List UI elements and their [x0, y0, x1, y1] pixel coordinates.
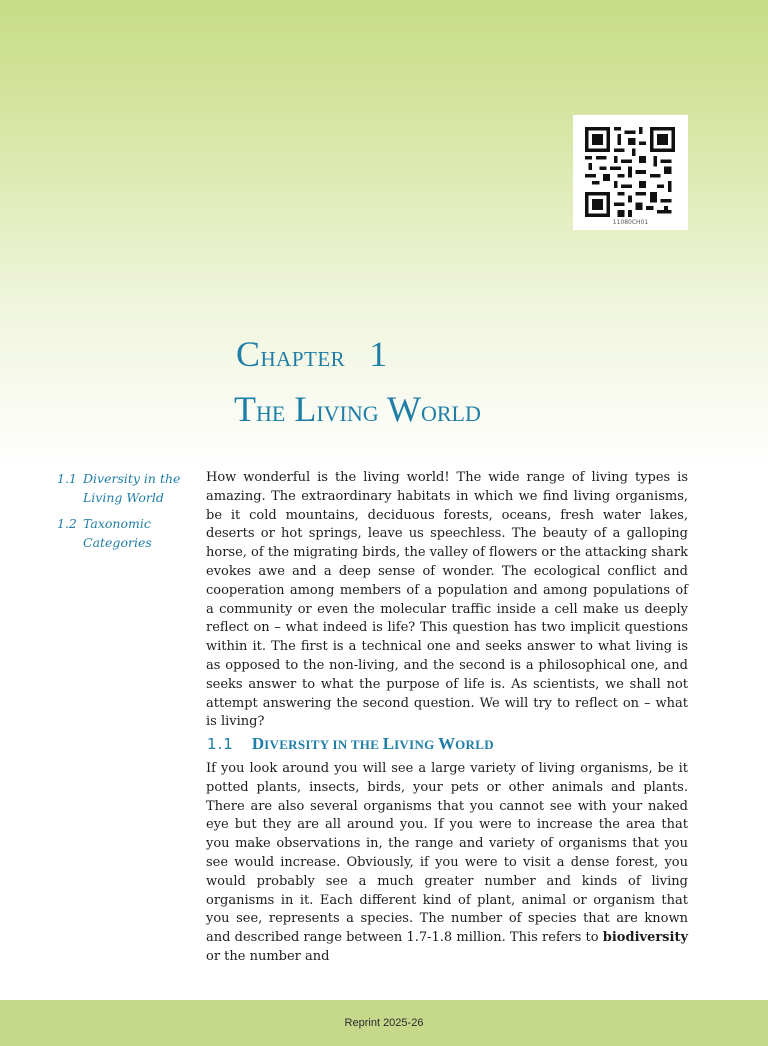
chapter-title — [234, 391, 481, 427]
section-title-initial: D — [251, 734, 265, 753]
toc-item-label: Diversity in the Living World — [83, 471, 181, 505]
section-title-rest: ORLD — [455, 737, 494, 752]
chapter-label-rest: HAPTER — [260, 347, 346, 371]
chapter-title-word-rest: HE — [256, 401, 286, 426]
section-title-initial: W — [438, 734, 456, 753]
toc-item-diversity[interactable] — [57, 469, 197, 507]
toc-item-label: Taxonomic Categories — [83, 516, 152, 550]
intro-paragraph: How wonderful is the living world! The wide range of living types is amazing. The extraordinary habitats in which we find living organisms, be it cold mountains, deciduous forests, oceans, fresh water lakes, deserts or hot springs, leave us speechless. The beauty of a galloping horse, of the migrating birds, the valley of flowers or the attacking shark evokes awe and a deep sense of wonder. The ecological conflict and cooperation among members of a population and among populations of a community or even the molecular traffic inside a cell make us deeply reflect on – what indeed is life? This question has two implicit questions within it. The first is a technical one and seeks answer to what living is as opposed to the non-living, and the second is a philosophical one, and seeks answer to what the purpose of life is. As scientists, we shall not attempt answering the second question. We will try to reflect on – what is living? — [206, 470, 688, 730]
chapter-title-word-rest: IVING — [316, 401, 379, 426]
section-paragraph — [206, 760, 688, 967]
chapter-contents — [57, 469, 197, 559]
toc-item-taxonomic[interactable] — [57, 514, 197, 552]
section-paragraph-text: or the number and — [206, 948, 330, 964]
toc-item-number: 1.1 — [57, 471, 77, 486]
chapter-title-word-initial: W — [387, 389, 421, 429]
chapter-title-word-rest: ORLD — [421, 401, 481, 426]
chapter-label — [236, 336, 388, 372]
chapter-title-word-initial: T — [234, 389, 256, 429]
key-term-biodiversity: biodiversity — [602, 930, 688, 946]
chapter-label-initial: C — [236, 334, 261, 374]
chapter-title-word-initial: L — [294, 389, 317, 429]
section-title-rest: IVING — [394, 737, 439, 752]
section-paragraph-text: If you look around you will see a large variety of living organisms, be it potted plants, insects, birds, your pets or other animals and plants. There are also several organisms that you cannot see with your naked eye but they are all around you. If you were to increase the area that you make observations in, the range and variety of organisms that you see would increase. Obviously, if you were to visit a dense forest, you would probably see a much greater number and kinds of living organisms in it. Each different kind of plant, animal or organism that you see, represents a species. The number of species that are known and described range between 1.7-1.8 million. This refers to — [206, 761, 688, 946]
section-title-rest: IVERSITY IN THE — [264, 737, 383, 752]
toc-item-number: 1.2 — [57, 516, 77, 531]
qr-code[interactable] — [573, 115, 688, 230]
section-title-initial: L — [382, 734, 395, 753]
qr-code-label: 11080CH01 — [612, 219, 649, 226]
chapter-number: 1 — [369, 334, 388, 374]
qr-code-icon — [585, 127, 675, 217]
section-heading — [207, 734, 494, 752]
reprint-notice: Reprint 2025-26 — [344, 1017, 424, 1029]
section-number: 1.1 — [207, 735, 234, 753]
